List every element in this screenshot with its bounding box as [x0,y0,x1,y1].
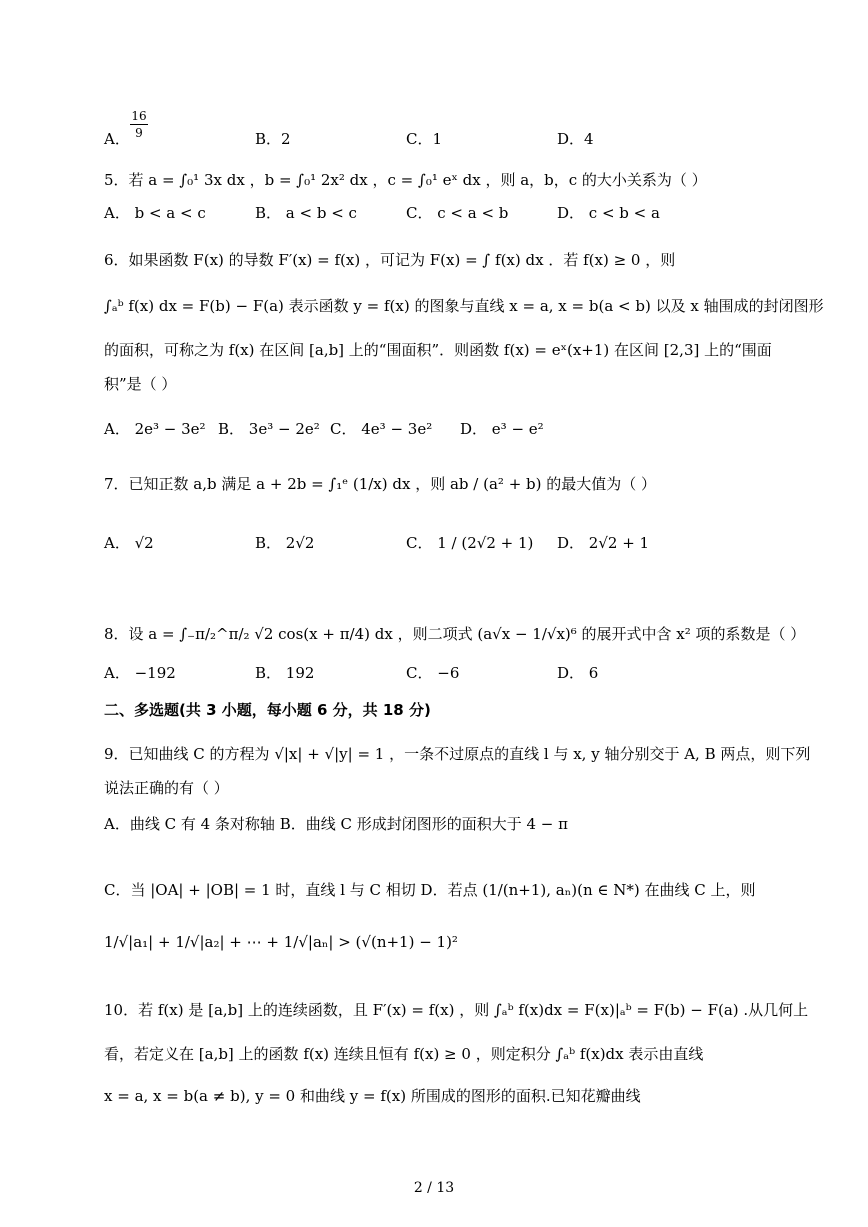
q6-option-d: D． e³ − e² [460,420,544,438]
q5-option-d: D． c < b < a [557,204,660,222]
q4-option-a-label: A． [104,130,130,148]
q6-line-4: 积”是（ ） [104,375,177,393]
q5-option-b: B． a < b < c [255,204,357,222]
q5-option-a: A． b < a < c [104,204,206,222]
fraction-numerator: 16 [131,109,147,123]
q8-option-d: D． 6 [557,664,599,682]
q10-line-1: 10．若 f(x) 是 [a,b] 上的连续函数，且 F′(x) = f(x) ，则 ∫ₐᵇ f(x)dx = F(x)|ₐᵇ = F(b) − F(a) .从几何上 [104,1001,809,1019]
q9-line-1: 9．已知曲线 C 的方程为 √|x| + √|y| = 1 ，一条不过原点的直线 l 与 x, y 轴分别交于 A, B 两点，则下列 [104,745,811,763]
q8-option-c: C． −6 [406,664,460,682]
q9-line-5: 1/√|a₁| + 1/√|a₂| + ⋯ + 1/√|aₙ| > (√(n+1) − 1)² [104,933,458,951]
q7-option-c: C． 1 / (2√2 + 1) [406,534,534,552]
q4-option-d: D．4 [557,130,594,148]
q4-option-a-fraction [130,108,148,141]
q6-line-1: 6．如果函数 F(x) 的导数 F′(x) = f(x) ，可记为 F(x) = ∫ f(x) dx ．若 f(x) ≥ 0 ，则 [104,251,676,269]
q9-line-2: 说法正确的有（ ） [104,779,229,797]
q6-line-3: 的面积，可称之为 f(x) 在区间 [a,b] 上的“围面积”．则函数 f(x) = eˣ(x+1) 在区间 [2,3] 上的“围面 [104,341,772,359]
q7-option-a: A． √2 [104,534,154,552]
section-heading: 二、多选题(共 3 小题，每小题 6 分，共 18 分) [104,701,431,719]
q10-line-3: x = a, x = b(a ≠ b), y = 0 和曲线 y = f(x) 所围成的图形的面积.已知花瓣曲线 [104,1087,641,1105]
q9-line-3: A．曲线 C 有 4 条对称轴 B．曲线 C 形成封闭图形的面积大于 4 − π [104,815,569,833]
q5-stem: 5．若 a = ∫₀¹ 3x dx ，b = ∫₀¹ 2x² dx ，c = ∫₀¹ eˣ dx ，则 a，b，c 的大小关系为（ ） [104,171,707,189]
q8-option-b: B． 192 [255,664,315,682]
q4-option-b: B．2 [255,130,291,148]
q7-stem: 7．已知正数 a,b 满足 a + 2b = ∫₁ᵉ (1/x) dx ，则 ab / (a² + b) 的最大值为（ ） [104,475,657,493]
q6-option-c: C． 4e³ − 3e² [330,420,433,438]
q5-option-c: C． c < a < b [406,204,509,222]
fraction-denominator: 9 [130,124,148,141]
q4-option-c: C．1 [406,130,443,148]
q6-option-a: A． 2e³ − 3e² [104,420,206,438]
q7-option-d: D． 2√2 + 1 [557,534,650,552]
q8-option-a: A． −192 [104,664,176,682]
page-number: 2 / 13 [413,1180,455,1196]
q10-line-2: 看，若定义在 [a,b] 上的函数 f(x) 连续且恒有 f(x) ≥ 0 ，则定积分 ∫ₐᵇ f(x)dx 表示由直线 [104,1045,704,1063]
q6-line-2: ∫ₐᵇ f(x) dx = F(b) − F(a) 表示函数 y = f(x) 的图象与直线 x = a, x = b(a < b) 以及 x 轴围成的封闭图形 [104,297,824,315]
q6-option-b: B． 3e³ − 2e² [218,420,320,438]
q9-line-4: C．当 |OA| + |OB| = 1 时，直线 l 与 C 相切 D．若点 (1/(n+1), aₙ)(n ∈ N*) 在曲线 C 上，则 [104,881,756,899]
q7-option-b: B． 2√2 [255,534,315,552]
q8-stem: 8．设 a = ∫₋π/₂^π/₂ √2 cos(x + π/4) dx ，则二项式 (a√x − 1/√x)⁶ 的展开式中含 x² 项的系数是（ ） [104,625,806,643]
